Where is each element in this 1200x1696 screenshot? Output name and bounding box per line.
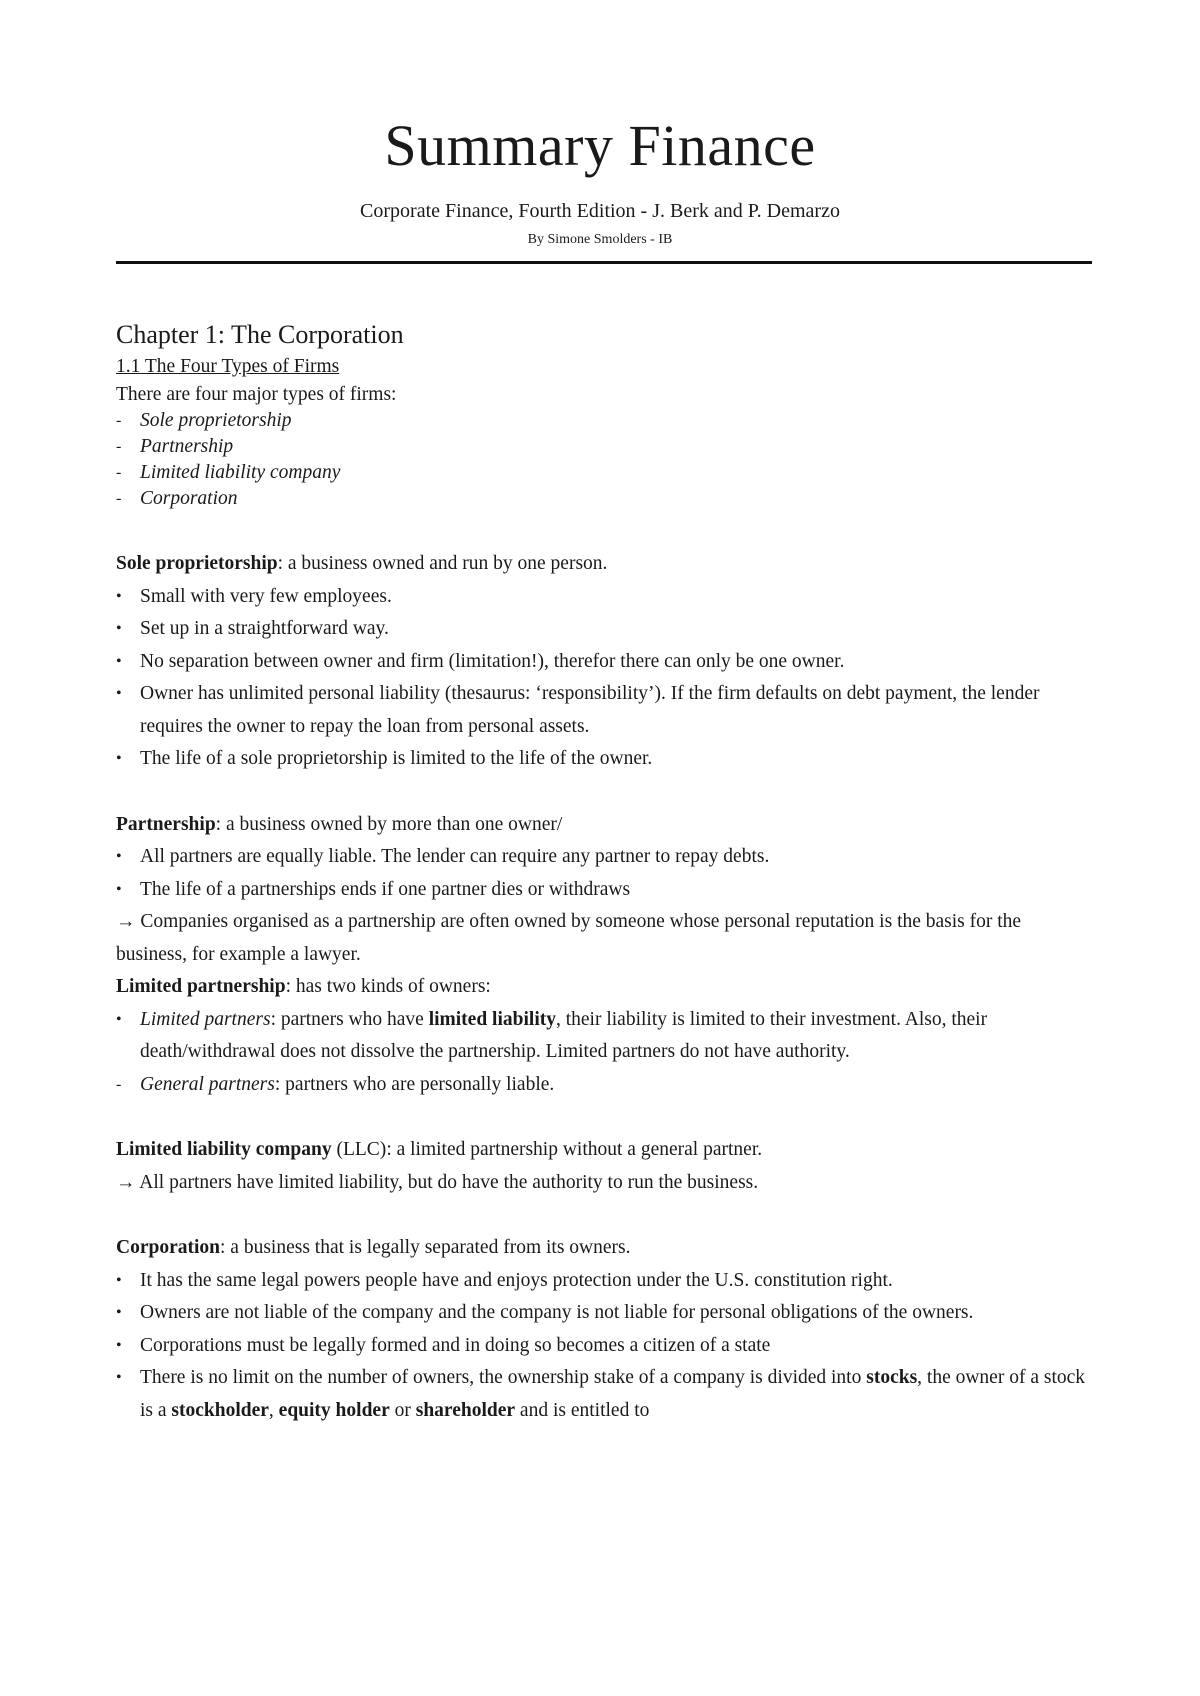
term: Corporation xyxy=(116,1237,220,1258)
list-item xyxy=(116,743,1096,776)
llc-note: → All partners have limited liability, but do have the authority to run the business. xyxy=(116,1171,759,1193)
bullet-marker: • xyxy=(116,620,122,637)
term: Sole proprietorship xyxy=(116,553,278,574)
section-heading: 1.1 The Four Types of Firms xyxy=(116,356,340,377)
list-item xyxy=(116,486,1096,512)
bold-term: shareholder xyxy=(415,1399,516,1421)
bullet-marker: • xyxy=(116,880,122,898)
bold-term: limited liability xyxy=(428,1008,556,1030)
bullet-marker: • xyxy=(116,587,122,605)
bullet-text: It has the same legal powers people have and enjoys protection under the U.S. constitution right. xyxy=(140,1269,893,1291)
term: Limited partners xyxy=(140,1008,271,1030)
bullet-marker: • xyxy=(116,848,122,865)
partnership-bullets xyxy=(116,841,1096,906)
term: Limited liability company xyxy=(116,1139,332,1160)
bullet-marker: • xyxy=(116,750,122,767)
bullet-text: Set up in a straightforward way. xyxy=(140,618,389,639)
bullet-text: Owners are not liable of the company and the company is not liable for personal obligations of the owners. xyxy=(140,1302,974,1323)
abbreviation: (LLC) xyxy=(331,1139,387,1160)
bullet-text: , xyxy=(268,1399,279,1421)
list-item xyxy=(116,1069,1096,1102)
term: Limited partnership xyxy=(116,976,286,997)
bullet-text: or xyxy=(389,1399,416,1421)
list-item xyxy=(116,1265,1096,1298)
document-body xyxy=(116,318,1096,1427)
definition-text: : partners who have xyxy=(270,1008,429,1030)
title-divider xyxy=(116,261,1092,264)
list-item xyxy=(116,434,1096,460)
firm-type: Partnership xyxy=(140,436,234,457)
bullet-marker: • xyxy=(116,652,122,670)
list-item xyxy=(116,1362,1096,1427)
bullet-marker: • xyxy=(116,1010,122,1028)
limited-partnership-definition xyxy=(116,971,1096,1004)
bullet-marker: • xyxy=(116,1336,122,1354)
list-item xyxy=(116,1004,1096,1069)
bullet-text: and is entitled to xyxy=(515,1399,650,1421)
term: Partnership xyxy=(116,813,216,835)
sole-bullets xyxy=(116,581,1096,776)
firm-types-list xyxy=(116,408,1096,512)
list-item xyxy=(116,678,1096,743)
firm-type: Corporation xyxy=(140,488,238,509)
dash-marker: - xyxy=(116,464,122,481)
firm-type: Limited liability company xyxy=(140,462,341,483)
definition-text: : a business owned and run by one person. xyxy=(277,553,608,574)
bullet-text: No separation between owner and firm (limitation!), therefor there can only be one owner. xyxy=(140,650,845,672)
list-item xyxy=(116,408,1096,434)
list-item xyxy=(116,613,1096,646)
term: General partners xyxy=(140,1073,275,1095)
definition-text: : a business owned by more than one owner/ xyxy=(215,813,563,835)
definition-text: : has two kinds of owners: xyxy=(285,976,491,997)
partnership-definition xyxy=(116,809,1096,842)
list-item xyxy=(116,581,1096,614)
bullet-text: There is no limit on the number of owners, the ownership stake of a company is divided into xyxy=(140,1367,867,1388)
list-item xyxy=(116,1297,1096,1330)
sole-definition xyxy=(116,548,1096,581)
bullet-text: , the owner of a stock is a xyxy=(140,1367,1086,1421)
list-item xyxy=(116,874,1096,907)
definition-text: : partners who are personally liable. xyxy=(274,1073,555,1095)
list-item xyxy=(116,460,1096,486)
bullet-text: The life of a sole proprietorship is limited to the life of the owner. xyxy=(140,748,653,769)
bold-term: equity holder xyxy=(278,1399,390,1421)
firm-type: Sole proprietorship xyxy=(140,410,292,431)
bullet-text: Corporations must be legally formed and in doing so becomes a citizen of a state xyxy=(140,1334,771,1356)
dash-marker: - xyxy=(116,490,122,507)
bullet-text: All partners are equally liable. The lender can require any partner to repay debts. xyxy=(140,846,770,867)
bold-term: stockholder xyxy=(171,1399,269,1421)
document-title: Summary Finance xyxy=(384,113,816,178)
corporation-bullets xyxy=(116,1265,1096,1428)
document-byline: By Simone Smolders - IB xyxy=(527,232,673,247)
bullet-text: Owner has unlimited personal liability (thesaurus: ‘responsibility’). If the firm defaults on debt payment, the lender requires the owner to repay the loan from personal assets. xyxy=(140,683,1040,737)
definition-text: : a limited partnership without a general partner. xyxy=(386,1139,763,1160)
bullet-text: Small with very few employees. xyxy=(140,585,392,607)
bullet-marker: • xyxy=(116,1304,122,1321)
document-subtitle: Corporate Finance, Fourth Edition - J. Berk and P. Demarzo xyxy=(360,200,840,222)
llc-definition xyxy=(116,1134,1096,1167)
bullet-text: The life of a partnerships ends if one partner dies or withdraws xyxy=(140,878,631,900)
dash-marker: - xyxy=(116,412,122,429)
bullet-marker: • xyxy=(116,1271,122,1289)
definition-text: , their liability is limited to their investment. Also, their death/withdrawal does not dissolve the partnership. Limited partners do not have authority. xyxy=(140,1008,988,1062)
list-item xyxy=(116,646,1096,679)
corporation-definition xyxy=(116,1232,1096,1265)
dash-marker: - xyxy=(116,438,122,455)
limited-partnership-list xyxy=(116,1004,1096,1102)
dash-marker: - xyxy=(116,1075,122,1093)
intro-text: There are four major types of firms: xyxy=(116,384,397,405)
bullet-marker: • xyxy=(116,1369,122,1386)
bold-term: stocks xyxy=(866,1367,918,1388)
chapter-heading: Chapter 1: The Corporation xyxy=(116,320,404,349)
list-item xyxy=(116,841,1096,874)
bullet-marker: • xyxy=(116,685,122,702)
partnership-note: → Companies organised as a partnership are often owned by someone whose personal reputation is the basis for the business, for example a lawyer. xyxy=(116,911,1022,965)
definition-text: : a business that is legally separated from its owners. xyxy=(220,1237,631,1258)
list-item xyxy=(116,1330,1096,1363)
